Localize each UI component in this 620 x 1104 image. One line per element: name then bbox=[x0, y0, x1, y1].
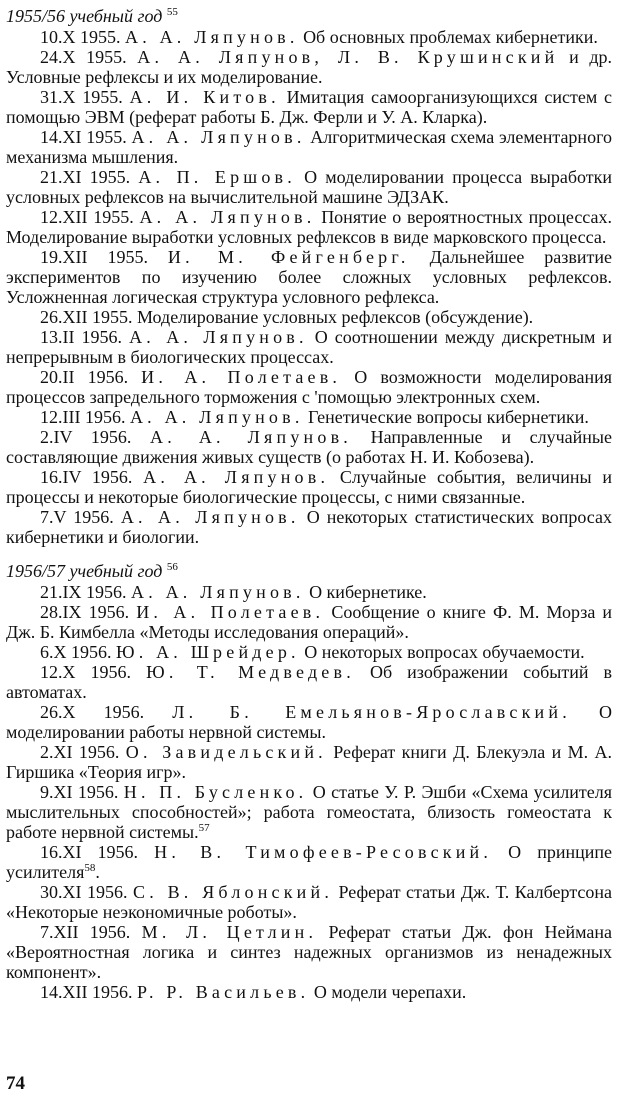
seminar-entry bbox=[6, 662, 612, 702]
entry-author: И. А. Полетаев. bbox=[136, 602, 325, 622]
section-heading bbox=[6, 6, 612, 26]
entry-date: 9.XI 1956. bbox=[40, 782, 119, 802]
entry-title: Случайные события, величины и процессы и некоторые биологические процессы, с ними связанные. bbox=[6, 467, 613, 507]
entry-author: С. В. Яблонский. bbox=[133, 882, 334, 902]
entry-date: 7.V 1956. bbox=[40, 507, 114, 527]
entry-author: А. А. Ляпунов, Л. В. Крушинский bbox=[137, 47, 559, 67]
section-heading-text: 1956/57 учебный год bbox=[6, 561, 163, 581]
seminar-entry bbox=[6, 327, 612, 367]
entry-title: Направленные и случайные составляющие движения живых существ (о работах Н. И. Кобозева). bbox=[6, 427, 612, 467]
footnote-marker: 57 bbox=[198, 822, 210, 834]
entry-title: Генетические вопросы кибернетики. bbox=[308, 407, 589, 427]
entry-date: 21.XI 1955. bbox=[40, 167, 131, 187]
entry-date: 2.XI 1956. bbox=[40, 742, 120, 762]
entry-author: А. А. Ляпунов. bbox=[129, 327, 308, 347]
entry-title: О возможности моделирования процессов запредельного торможения с 'помощью электронных схем. bbox=[6, 367, 613, 407]
entry-date: 26.X 1956. bbox=[40, 702, 145, 722]
entry-author: Р. Р. Васильев. bbox=[137, 982, 310, 1002]
entry-author: Ю. А. Шрейдер. bbox=[116, 642, 300, 662]
seminar-entry bbox=[6, 982, 612, 1002]
entry-author: О. Завидельский. bbox=[125, 742, 327, 762]
entry-title: Имитация самоорганизующихся систем с помощью ЭВМ (реферат работы Б. Дж. Ферли и У. А. Кларка). bbox=[6, 87, 613, 127]
entry-title: Сообщение о книге Ф. М. Морза и Дж. Б. Кимбелла «Методы исследования операций». bbox=[6, 602, 613, 642]
entry-date: 12.III 1956. bbox=[40, 407, 126, 427]
seminar-entry bbox=[6, 582, 612, 602]
entry-author: Н. П. Бусленко. bbox=[123, 782, 308, 802]
seminar-entry bbox=[6, 842, 612, 882]
entry-date: 19.XII 1955. bbox=[40, 247, 148, 267]
page-number: 74 bbox=[6, 1073, 25, 1094]
entry-author: Н. В. Тимофеев-Ресовский. bbox=[154, 842, 493, 862]
entry-date: 26.XII 1955. bbox=[40, 307, 133, 327]
entry-title: Дальнейшее развитие экспериментов по изучению более сложных условных рефлексов. Усложненная логическая структура условного рефлекса. bbox=[6, 247, 613, 307]
entry-title: Понятие о вероятностных процессах. Моделирование выработки условных рефлексов в виде марковского процесса. bbox=[6, 207, 612, 247]
entry-date: 16.XI 1956. bbox=[40, 842, 139, 862]
entry-date: 30.XI 1956. bbox=[40, 882, 128, 902]
seminar-entry bbox=[6, 782, 612, 842]
seminar-entry bbox=[6, 602, 612, 642]
entry-title: О моделировании процесса выработки условных рефлексов на вычислительной машине ЭДЗАК. bbox=[6, 167, 613, 207]
entry-title: и др. Условные рефлексы и их моделирование. bbox=[6, 47, 613, 87]
section-heading-text: 1955/56 учебный год bbox=[6, 6, 163, 26]
seminar-entry bbox=[6, 922, 612, 982]
entry-title: Об изображении событий в автоматах. bbox=[6, 662, 613, 702]
entry-date: 14.XI 1955. bbox=[40, 127, 127, 147]
entry-title: Об основных проблемах кибернетики. bbox=[303, 27, 598, 47]
entry-date: 13.II 1956. bbox=[40, 327, 123, 347]
entry-title: О кибернетике. bbox=[309, 582, 427, 602]
entry-author: И. М. Фейгенберг. bbox=[167, 247, 410, 267]
entry-title: О соотношении между дискретным и непрерывным в биологических процессах. bbox=[6, 327, 612, 367]
entry-author: Ю. Т. Медведев. bbox=[146, 662, 355, 682]
seminar-entry bbox=[6, 882, 612, 922]
entry-title: Реферат статьи Дж. фон Неймана «Вероятностная логика и синтез надежных организмов из ненадежных компонент». bbox=[6, 922, 613, 982]
seminar-entry bbox=[6, 642, 612, 662]
entry-author: М. Л. Цетлин. bbox=[141, 922, 318, 942]
entry-author: А. А. Ляпунов. bbox=[120, 507, 300, 527]
footnote-marker: 56 bbox=[166, 561, 178, 573]
entry-title: О некоторых вопросах обучаемости. bbox=[304, 642, 585, 662]
seminar-entry bbox=[6, 87, 612, 127]
entry-trailing-punctuation: . bbox=[95, 862, 100, 882]
footnote-marker: 58 bbox=[84, 862, 96, 874]
seminar-entry bbox=[6, 427, 612, 467]
seminar-sections bbox=[6, 6, 612, 1002]
entry-author: А. А. Ляпунов. bbox=[139, 207, 316, 227]
entry-author: А. А. Ляпунов. bbox=[131, 582, 305, 602]
seminar-entry bbox=[6, 742, 612, 782]
entry-author: Л. Б. Емельянов-Ярославский. bbox=[172, 702, 571, 722]
entry-date: 10.X 1955. bbox=[40, 27, 121, 47]
entry-title: Реферат статьи Дж. Т. Калбертсона «Некоторые неэкономичные роботы». bbox=[6, 882, 613, 922]
entry-author: А. А. Ляпунов. bbox=[129, 407, 304, 427]
entry-date: 28.IX 1956. bbox=[40, 602, 130, 622]
entry-date: 12.X 1956. bbox=[40, 662, 132, 682]
footnote-marker: 55 bbox=[166, 6, 178, 18]
seminar-entry bbox=[6, 702, 612, 742]
entry-date: 6.X 1956. bbox=[40, 642, 112, 662]
seminar-entry bbox=[6, 247, 612, 307]
seminar-entry bbox=[6, 367, 612, 407]
section-heading bbox=[6, 561, 612, 581]
seminar-entry bbox=[6, 467, 612, 507]
seminar-entry bbox=[6, 507, 612, 547]
entry-author: А. П. Ершов. bbox=[138, 167, 296, 187]
seminar-entry bbox=[6, 27, 612, 47]
entry-title: О некоторых статистических вопросах кибернетики и биологии. bbox=[6, 507, 612, 547]
entry-title: О моделировании работы нервной системы. bbox=[6, 702, 613, 742]
entry-title: О модели черепахи. bbox=[313, 982, 467, 1002]
entry-author: А. А. Ляпунов. bbox=[131, 127, 306, 147]
entry-date: 16.IV 1956. bbox=[40, 467, 133, 487]
entry-date: 21.IX 1956. bbox=[40, 582, 127, 602]
entry-date: 12.XII 1955. bbox=[40, 207, 134, 227]
seminar-entry bbox=[6, 167, 612, 207]
entry-date: 2.IV 1956. bbox=[40, 427, 132, 447]
entry-date: 20.II 1956. bbox=[40, 367, 129, 387]
entry-author: А. И. Китов. bbox=[129, 87, 280, 107]
entry-author: А. А. Ляпунов. bbox=[143, 467, 330, 487]
entry-author: А. А. Ляпунов. bbox=[150, 427, 352, 447]
seminar-entry bbox=[6, 47, 612, 87]
entry-author: А. А. Ляпунов. bbox=[125, 27, 299, 47]
entry-author: И. А. Полетаев. bbox=[141, 367, 342, 387]
entry-title: Реферат книги Д. Блекуэла и М. А. Гиршика «Теория игр». bbox=[6, 742, 612, 782]
seminar-entry bbox=[6, 307, 612, 327]
entry-date: 14.XII 1956. bbox=[40, 982, 133, 1002]
entry-date: 7.XII 1956. bbox=[40, 922, 131, 942]
entry-title: О статье У. Р. Эшби «Схема усилителя мыслительных способностей»; работа гомеостата, близость гомеостата к работе нервной системы. bbox=[6, 782, 613, 842]
seminar-entry bbox=[6, 127, 612, 167]
entry-date: 24.X 1955. bbox=[40, 47, 127, 67]
entry-date: 31.X 1955. bbox=[40, 87, 123, 107]
entry-title: Алгоритмическая схема элементарного механизма мышления. bbox=[6, 127, 612, 167]
entry-title: О принципе усилителя bbox=[6, 842, 613, 882]
seminar-entry bbox=[6, 207, 612, 247]
entry-title: Моделирование условных рефлексов (обсуждение). bbox=[137, 307, 534, 327]
seminar-entry bbox=[6, 407, 612, 427]
